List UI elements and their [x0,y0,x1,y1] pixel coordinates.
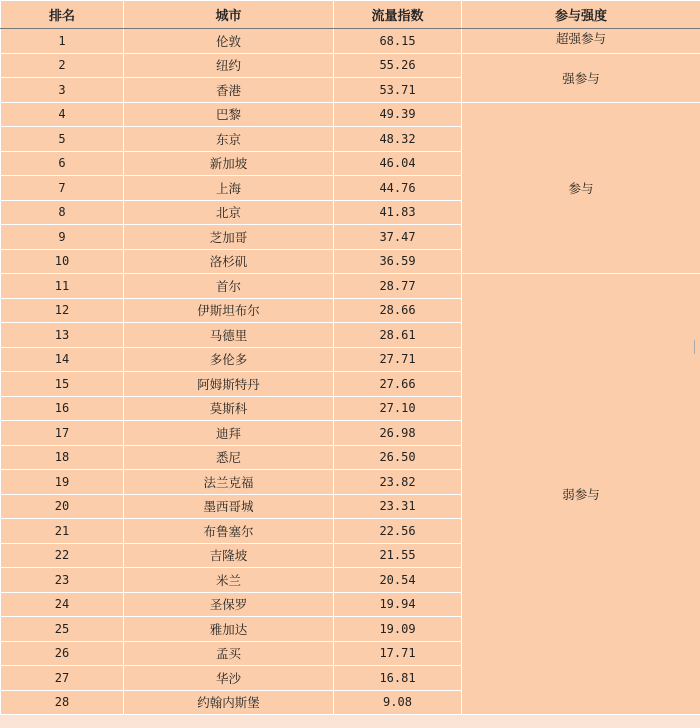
city-cell: 巴黎 [124,102,334,127]
rank-cell: 13 [1,323,124,348]
flow-index-cell: 28.66 [334,298,462,323]
city-cell: 上海 [124,176,334,201]
participation-level-cell: 超强参与 [462,29,700,54]
flow-index-cell: 44.76 [334,176,462,201]
rank-cell: 14 [1,347,124,372]
flow-index-cell: 68.15 [334,29,462,54]
flow-index-cell: 28.77 [334,274,462,299]
flow-index-cell: 19.09 [334,617,462,642]
city-cell: 迪拜 [124,421,334,446]
rank-cell: 17 [1,421,124,446]
rank-cell: 4 [1,102,124,127]
city-cell: 北京 [124,200,334,225]
flow-index-cell: 37.47 [334,225,462,250]
city-cell: 吉隆坡 [124,543,334,568]
header-city: 城市 [124,1,334,29]
rank-cell: 12 [1,298,124,323]
flow-index-cell: 16.81 [334,666,462,691]
header-participation-level: 参与强度 [462,1,700,29]
city-cell: 芝加哥 [124,225,334,250]
flow-index-cell: 26.98 [334,421,462,446]
rank-cell: 11 [1,274,124,299]
city-cell: 莫斯科 [124,396,334,421]
rank-cell: 27 [1,666,124,691]
city-cell: 新加坡 [124,151,334,176]
city-cell: 多伦多 [124,347,334,372]
flow-index-cell: 46.04 [334,151,462,176]
rank-cell: 1 [1,29,124,54]
flow-index-cell: 27.66 [334,372,462,397]
flow-index-cell: 36.59 [334,249,462,274]
flow-index-cell: 41.83 [334,200,462,225]
rank-cell: 23 [1,568,124,593]
rank-cell: 20 [1,494,124,519]
city-cell: 马德里 [124,323,334,348]
city-cell: 圣保罗 [124,592,334,617]
table-row [1,29,700,54]
rank-cell: 22 [1,543,124,568]
city-cell: 米兰 [124,568,334,593]
rank-cell: 2 [1,53,124,78]
flow-index-cell: 21.55 [334,543,462,568]
flow-index-cell: 28.61 [334,323,462,348]
city-cell: 约翰内斯堡 [124,690,334,715]
city-cell: 法兰克福 [124,470,334,495]
header-flow-index: 流量指数 [334,1,462,29]
cut-off-footer-text [0,718,700,728]
participation-level-cell: 强参与 [462,53,700,102]
rank-cell: 8 [1,200,124,225]
table-row [1,274,700,299]
flow-index-cell: 17.71 [334,641,462,666]
edge-scroll-mark [694,340,700,354]
city-cell: 伦敦 [124,29,334,54]
flow-index-cell: 20.54 [334,568,462,593]
table-row [1,102,700,127]
city-cell: 东京 [124,127,334,152]
participation-level-cell: 参与 [462,102,700,274]
city-cell: 悉尼 [124,445,334,470]
rank-cell: 25 [1,617,124,642]
rank-cell: 3 [1,78,124,103]
city-cell: 纽约 [124,53,334,78]
city-cell: 香港 [124,78,334,103]
city-cell: 伊斯坦布尔 [124,298,334,323]
rank-cell: 16 [1,396,124,421]
flow-index-cell: 27.71 [334,347,462,372]
city-cell: 阿姆斯特丹 [124,372,334,397]
flow-index-cell: 9.08 [334,690,462,715]
rank-cell: 7 [1,176,124,201]
table-header-row [1,1,700,29]
rank-cell: 21 [1,519,124,544]
flow-index-cell: 23.82 [334,470,462,495]
city-cell: 洛杉矶 [124,249,334,274]
header-rank: 排名 [1,1,124,29]
city-cell: 墨西哥城 [124,494,334,519]
rank-cell: 19 [1,470,124,495]
participation-level-cell: 弱参与 [462,274,700,715]
flow-index-cell: 19.94 [334,592,462,617]
flow-index-cell: 55.26 [334,53,462,78]
city-cell: 华沙 [124,666,334,691]
rank-cell: 18 [1,445,124,470]
rank-cell: 24 [1,592,124,617]
rank-cell: 10 [1,249,124,274]
flow-index-cell: 49.39 [334,102,462,127]
rank-cell: 28 [1,690,124,715]
city-cell: 首尔 [124,274,334,299]
rank-cell: 5 [1,127,124,152]
rank-cell: 15 [1,372,124,397]
table-row [1,53,700,78]
flow-index-cell: 26.50 [334,445,462,470]
flow-index-cell: 48.32 [334,127,462,152]
table-body [1,29,700,715]
flow-index-cell: 23.31 [334,494,462,519]
city-cell: 布鲁塞尔 [124,519,334,544]
rank-cell: 26 [1,641,124,666]
flow-index-cell: 27.10 [334,396,462,421]
rank-cell: 9 [1,225,124,250]
rank-cell: 6 [1,151,124,176]
city-cell: 雅加达 [124,617,334,642]
flow-index-cell: 22.56 [334,519,462,544]
flow-index-cell: 53.71 [334,78,462,103]
city-cell: 孟买 [124,641,334,666]
